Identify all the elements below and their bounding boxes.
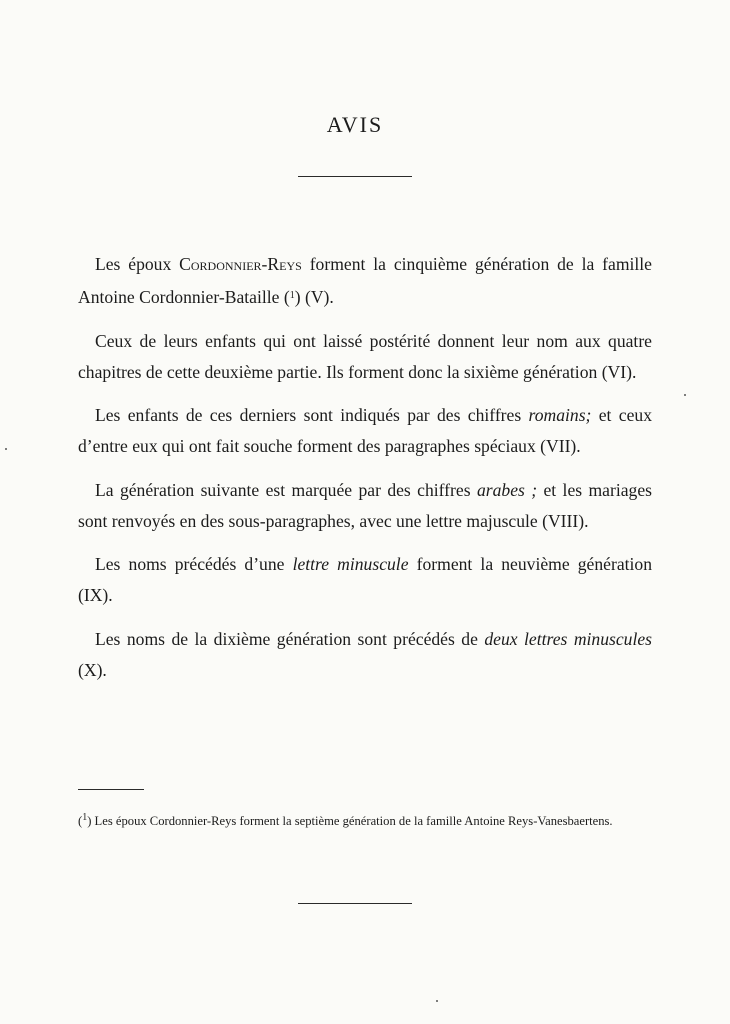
paragraph-5 — [78, 549, 652, 611]
paragraph-1 — [78, 249, 652, 313]
paragraph-5-text-b: forment la neuvième génération (IX). — [78, 554, 653, 605]
paragraph-3-italic: romains; — [528, 405, 592, 425]
paragraph-1-text-b: forment la cinquième génération de la famille Antoine Cordonnier-Bataille ( — [78, 254, 652, 307]
paragraph-5-text-a: Les noms précédés d’une — [95, 554, 293, 574]
paragraph-3-text-b: et ceux d’entre eux qui ont fait souche forment des paragraphes spéciaux (VII). — [78, 405, 652, 456]
family-name-small-caps: Cordonnier-Reys — [179, 254, 302, 274]
paragraph-5-italic: lettre minuscule — [292, 554, 409, 574]
paragraph-1-text-a: Les époux — [95, 254, 180, 274]
paragraph-4-text-b: et les mariages sont renvoyés en des sous-paragraphes, avec une lettre majuscule (VIII). — [78, 479, 652, 531]
paper-speck — [5, 448, 7, 450]
footnote-separator — [78, 789, 144, 790]
paragraph-4-text-a: La génération suivante est marquée par des chiffres — [95, 479, 477, 500]
paragraph-3 — [78, 400, 652, 462]
footnote-reference[interactable]: 1 — [289, 290, 295, 301]
page-title: AVIS — [326, 112, 384, 137]
closing-rule — [298, 903, 412, 904]
notice-body — [78, 249, 652, 698]
paragraph-4 — [78, 475, 652, 537]
paragraph-6-text-a: Les noms de la dixième génération sont précédés de — [95, 628, 485, 649]
paragraph-1-text-c: ) (V). — [294, 287, 334, 307]
paragraph-6-italic: deux lettres minuscules — [484, 628, 652, 649]
paragraph-6-text-b: (X). — [78, 659, 107, 680]
footnote: ($^1$) Les époux Cordonnier-Reys forment la septième génération de la famille Antoine Reys-Vanesbaertens. — [78, 812, 613, 828]
paragraph-2: Ceux de leurs enfants qui ont laissé postérité donnent leur nom aux quatre chapitres de cette deuxième partie. Ils forment donc la sixième génération (VI). — [78, 330, 652, 382]
paper-speck — [684, 394, 686, 396]
footnote-marker: 1 — [82, 812, 88, 823]
paragraph-3-text-a: Les enfants de ces derniers sont indiqués par des chiffres — [95, 405, 529, 425]
paragraph-6 — [78, 624, 652, 686]
footnote-text: Les époux Cordonnier-Reys forment la septième génération de la famille Antoine Reys-Vanesbaertens. — [91, 814, 613, 828]
paper-speck — [436, 1000, 438, 1002]
title-rule — [298, 176, 412, 177]
paragraph-4-italic: arabes ; — [476, 479, 538, 500]
